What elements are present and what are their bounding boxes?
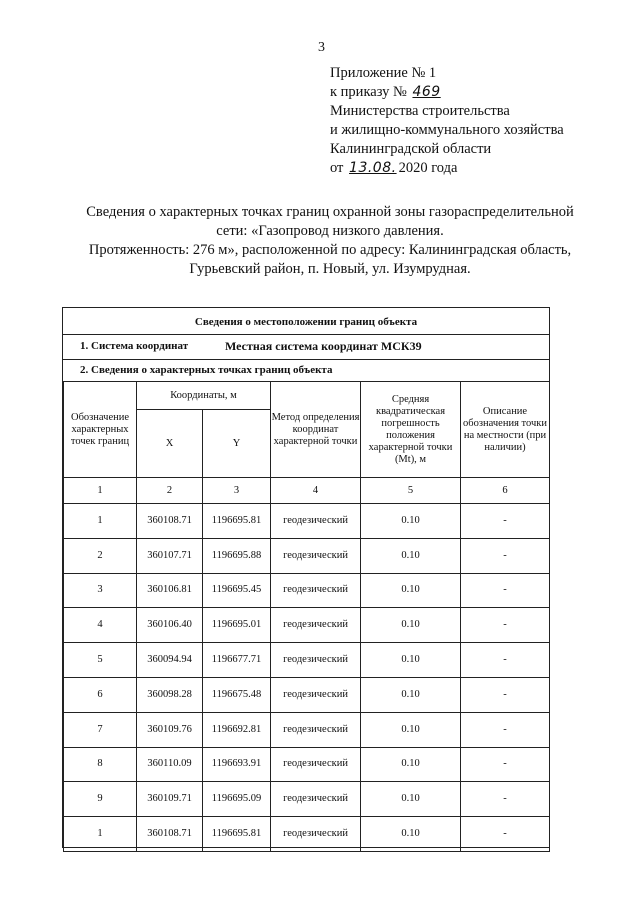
cell-error: 0.10 [361, 573, 461, 608]
cell-method: геодезический [271, 677, 361, 712]
cell-description: - [461, 504, 550, 539]
cell-error: 0.10 [361, 712, 461, 747]
cell-x: 360109.76 [137, 712, 203, 747]
cell-description: - [461, 782, 550, 817]
appendix-block [330, 64, 564, 178]
cell-error: 0.10 [361, 747, 461, 782]
cell-y: 1196695.09 [203, 782, 271, 817]
cell-method: геодезический [271, 643, 361, 678]
cell-description: - [461, 712, 550, 747]
date-prefix: от [330, 160, 344, 176]
header-error: Средняя квадратическая погрешность положения характерной точки (Mt), м [361, 382, 461, 478]
cell-method: геодезический [271, 782, 361, 817]
cell-x: 360108.71 [137, 817, 203, 852]
header-method: Метод определения координат характерной точки [271, 382, 361, 478]
header-point: Обозначение характерных точек границ [64, 382, 137, 478]
cell-description: - [461, 573, 550, 608]
date-line [330, 159, 564, 178]
table-row [64, 782, 550, 817]
divider [63, 334, 549, 335]
region-line: Калининградской области [330, 141, 492, 157]
date-suffix: 2020 года [398, 160, 458, 176]
cell-method: геодезический [271, 538, 361, 573]
cell-point: 1 [64, 817, 137, 852]
cell-x: 360107.71 [137, 538, 203, 573]
cell-y: 1196692.81 [203, 712, 271, 747]
cell-method: геодезический [271, 608, 361, 643]
header-y: Y [203, 410, 271, 478]
col-number: 6 [461, 478, 550, 504]
appendix-line: Приложение № 1 [330, 65, 437, 81]
cell-point: 7 [64, 712, 137, 747]
cell-error: 0.10 [361, 817, 461, 852]
cell-x: 360106.40 [137, 608, 203, 643]
cell-x: 360108.71 [137, 504, 203, 539]
cell-error: 0.10 [361, 643, 461, 678]
cell-point: 1 [64, 504, 137, 539]
cell-point: 9 [64, 782, 137, 817]
table-caption: Сведения о местоположении границ объекта [194, 316, 418, 328]
table-row [64, 712, 550, 747]
cell-description: - [461, 677, 550, 712]
title-line: Сведения о характерных точках границ охранной зоны газораспределительной [86, 204, 574, 220]
page-number: 3 [318, 40, 325, 55]
order-number: 469 [412, 84, 441, 100]
col-number: 4 [271, 478, 361, 504]
points-section-label: 2. Сведения о характерных точках границ объекта [80, 364, 333, 376]
cell-point: 8 [64, 747, 137, 782]
cell-y: 1196677.71 [203, 643, 271, 678]
cell-error: 0.10 [361, 504, 461, 539]
coordinate-system-label: 1. Система координат [80, 340, 189, 352]
col-number: 1 [64, 478, 137, 504]
col-number: 2 [137, 478, 203, 504]
cell-method: геодезический [271, 573, 361, 608]
title-line: Протяженность: 276 м», расположенной по адресу: Калининградская область, [88, 242, 572, 258]
header-x: X [137, 410, 203, 478]
order-line [330, 83, 564, 102]
cell-point: 6 [64, 677, 137, 712]
title-line: сети: «Газопровод низкого давления. [216, 223, 444, 239]
cell-point: 3 [64, 573, 137, 608]
document-title [40, 203, 620, 279]
cell-method: геодезический [271, 712, 361, 747]
header-description: Описание обозначения точки на местности (при наличии) [461, 382, 550, 478]
cell-method: геодезический [271, 817, 361, 852]
table-row [64, 643, 550, 678]
coordinate-system-value: Местная система координат МСК39 [225, 339, 422, 353]
cell-y: 1196693.91 [203, 747, 271, 782]
cell-x: 360094.94 [137, 643, 203, 678]
table-row [64, 608, 550, 643]
header-coordinates: Координаты, м [137, 382, 271, 410]
boundary-table [62, 307, 550, 848]
col-number: 5 [361, 478, 461, 504]
points-table [63, 381, 550, 852]
cell-y: 1196695.88 [203, 538, 271, 573]
cell-method: геодезический [271, 747, 361, 782]
cell-x: 360106.81 [137, 573, 203, 608]
cell-error: 0.10 [361, 608, 461, 643]
cell-y: 1196695.81 [203, 817, 271, 852]
cell-description: - [461, 538, 550, 573]
cell-error: 0.10 [361, 538, 461, 573]
cell-method: геодезический [271, 504, 361, 539]
order-prefix: к приказу № [330, 84, 407, 100]
cell-x: 360109.71 [137, 782, 203, 817]
table-row [64, 504, 550, 539]
cell-y: 1196695.81 [203, 504, 271, 539]
cell-point: 5 [64, 643, 137, 678]
table-row [64, 817, 550, 852]
cell-error: 0.10 [361, 677, 461, 712]
cell-description: - [461, 608, 550, 643]
col-number: 3 [203, 478, 271, 504]
cell-x: 360098.28 [137, 677, 203, 712]
ministry-line: и жилищно-коммунального хозяйства [330, 122, 564, 138]
ministry-line: Министерства строительства [330, 103, 510, 119]
cell-description: - [461, 817, 550, 852]
table-row [64, 538, 550, 573]
table-row [64, 677, 550, 712]
cell-y: 1196695.01 [203, 608, 271, 643]
divider [63, 359, 549, 360]
cell-y: 1196695.45 [203, 573, 271, 608]
cell-description: - [461, 747, 550, 782]
table-row [64, 747, 550, 782]
cell-x: 360110.09 [137, 747, 203, 782]
table-row [64, 573, 550, 608]
cell-error: 0.10 [361, 782, 461, 817]
cell-y: 1196675.48 [203, 677, 271, 712]
cell-description: - [461, 643, 550, 678]
cell-point: 2 [64, 538, 137, 573]
cell-point: 4 [64, 608, 137, 643]
title-line: Гурьевский район, п. Новый, ул. Изумрудная. [189, 261, 471, 277]
date-handwritten: 13.08. [349, 160, 397, 176]
